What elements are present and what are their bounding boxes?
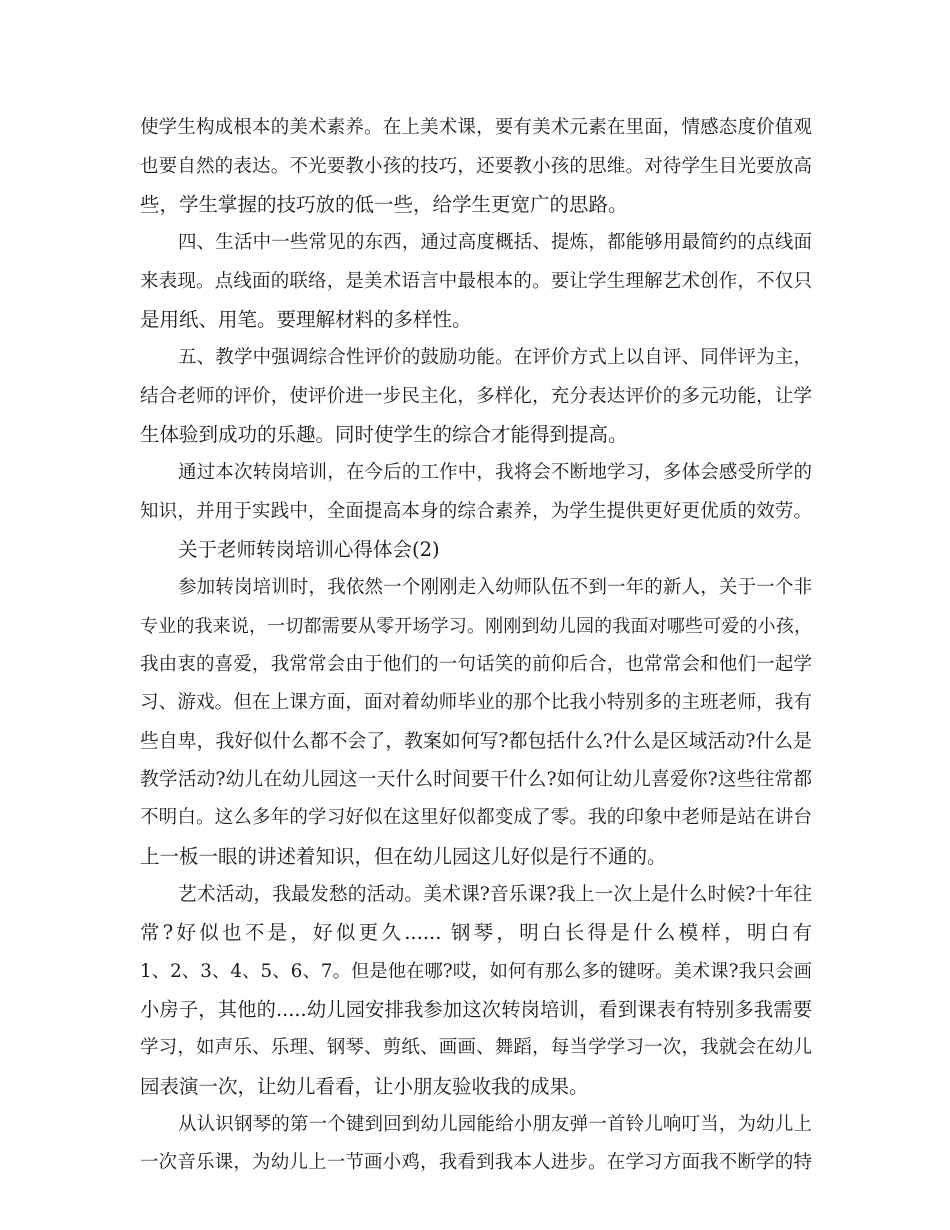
text-line: 些，学生掌握的技巧放的低一些，给学生更宽广的思路。 bbox=[140, 193, 628, 216]
paragraph-first-line: 从认识钢琴的第一个键到回到幼儿园能给小朋友弹一首铃儿响叮当，为幼儿上 bbox=[178, 1114, 812, 1135]
text-line: 习、游戏。但在上课方面，面对着幼师毕业的那个比我小特别多的主班老师，我有 bbox=[140, 692, 812, 713]
text-line: 一次音乐课，为幼儿上一节画小鸡，我看到我本人进步。在学习方面我不断学的特 bbox=[140, 1152, 812, 1173]
text-line: 学习，如声乐、乐理、钢琴、剪纸、画画、舞蹈，每当学学习一次，我就会在幼儿 bbox=[140, 1037, 812, 1058]
section-heading: 关于老师转岗培训心得体会(2) bbox=[178, 538, 440, 561]
text-line: 些自卑，我好似什么都不会了，教案如何写?都包括什么?什么是区域活动?什么是 bbox=[140, 731, 812, 752]
text-line: 常?好似也不是，好似更久...... 钢琴，明白长得是什么模样，明白有 bbox=[140, 921, 812, 944]
text-line: 使学生构成根本的美术素养。在上美术课，要有美术元素在里面，情感态度价值观 bbox=[140, 117, 812, 138]
paragraph-first-line: 参加转岗培训时，我依然一个刚刚走入幼师队伍不到一年的新人，关于一个非 bbox=[178, 577, 812, 598]
text-line: 上一板一眼的讲述着知识，但在幼儿园这儿好似是行不通的。 bbox=[140, 845, 667, 868]
paragraph-first-line: 通过本次转岗培训，在今后的工作中，我将会不断地学习，多体会感受所学的 bbox=[178, 462, 812, 483]
paragraph-first-line: 艺术活动，我最发愁的活动。美术课?音乐课?我上一次上是什么时候?十年往 bbox=[178, 884, 812, 905]
text-line: 1、2、3、4、5、6、7。但是他在哪?哎，如何有那么多的键呀。美术课?我只会画 bbox=[140, 961, 812, 982]
text-line: 我由衷的喜爱，我常常会由于他们的一句话笑的前仰后合，也常常会和他们一起学 bbox=[140, 654, 812, 675]
text-line: 不明白。这么多年的学习好似在这里好似都变成了零。我的印象中老师是站在讲台 bbox=[140, 807, 812, 828]
text-line: 来表现。点线面的联络，是美术语言中最根本的。要让学生理解艺术创作，不仅只 bbox=[140, 271, 812, 292]
paragraph-first-line: 四、生活中一些常见的东西，通过高度概括、提炼，都能够用最简约的点线面 bbox=[178, 232, 812, 253]
text-line: 结合老师的评价，使评价进一步民主化，多样化，充分表达评价的多元功能，让学 bbox=[140, 386, 812, 407]
text-line: 也要自然的表达。不光要教小孩的技巧，还要教小孩的思维。对待学生目光要放高 bbox=[140, 156, 812, 177]
text-line: 知识，并用于实践中，全面提高本身的综合素养，为学生提供更好更优质的效劳。 bbox=[140, 501, 812, 522]
text-line: 小房子，其他的.....幼儿园安排我参加这次转岗培训，看到课表有特别多我需要 bbox=[140, 998, 812, 1021]
text-line: 教学活动?幼儿在幼儿园这一天什么时间要干什么?如何让幼儿喜爱你?这些往常都 bbox=[140, 769, 812, 790]
text-line: 专业的我来说，一切都需要从零开场学习。刚刚到幼儿园的我面对哪些可爱的小孩， bbox=[140, 616, 812, 637]
text-line: 是用纸、用笔。要理解材料的多样性。 bbox=[140, 308, 472, 331]
text-line: 生体验到成功的乐趣。同时使学生的综合才能得到提高。 bbox=[140, 423, 628, 446]
text-line: 园表演一次，让幼儿看看，让小朋友验收我的成果。 bbox=[140, 1075, 589, 1098]
paragraph-first-line: 五、教学中强调综合性评价的鼓励功能。在评价方式上以自评、同伴评为主， bbox=[178, 347, 812, 368]
